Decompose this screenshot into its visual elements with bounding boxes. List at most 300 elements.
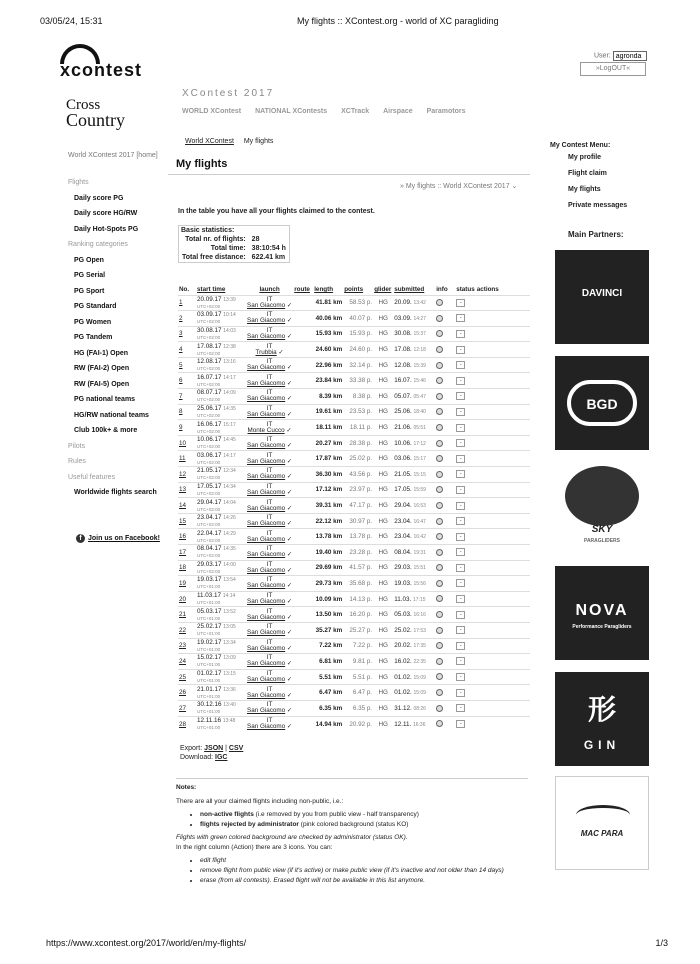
info-icon[interactable] xyxy=(436,502,443,509)
launch-site-link[interactable]: San Giacomo xyxy=(247,395,286,403)
flight-utc: UTC+01:00 xyxy=(197,600,221,606)
flight-number[interactable]: 13 xyxy=(179,486,187,494)
flight-number[interactable]: 9 xyxy=(179,424,183,432)
flight-utc: UTC+01:00 xyxy=(197,646,221,652)
table-row xyxy=(178,482,530,498)
route-cell xyxy=(293,389,313,405)
macpara-wing-shape xyxy=(576,805,630,825)
flight-time: 13:16 xyxy=(223,359,236,366)
flight-utc: UTC+02:00 xyxy=(197,381,221,387)
status-icon: - xyxy=(456,595,465,603)
nav-item[interactable]: Rules xyxy=(68,458,86,465)
col-route[interactable]: route xyxy=(294,286,310,294)
menu-flight-claim[interactable]: Flight claim xyxy=(568,170,607,177)
flight-length: 13.50 km xyxy=(315,611,343,619)
flight-time: 14:17 xyxy=(223,374,236,381)
gin-symbol: 形 xyxy=(587,694,616,725)
flight-points: 16.20 p. xyxy=(349,611,373,619)
route-cell xyxy=(293,342,313,358)
nav-item[interactable]: PG Sport xyxy=(74,287,105,295)
submitted-time: 05:47 xyxy=(413,393,426,400)
launch-site-link[interactable]: Trubbia xyxy=(255,348,277,356)
info-icon[interactable] xyxy=(436,362,443,369)
nav-item[interactable]: PG Open xyxy=(74,256,104,264)
nav-item[interactable]: Daily Hot-Spots PG xyxy=(74,225,139,233)
submitted-time: 15:37 xyxy=(413,331,426,338)
check-icon: ✓ xyxy=(286,301,293,309)
notes-list-item: • erase (from all contests). Erased flight will not be available in this list anymore. xyxy=(200,876,528,886)
flag-it: IT xyxy=(266,436,273,444)
flight-number[interactable]: 25 xyxy=(179,673,187,681)
xcontest-logo[interactable] xyxy=(56,44,166,82)
info-icon[interactable] xyxy=(436,424,443,431)
route-cell xyxy=(293,716,313,732)
flight-date: 21.01.17 xyxy=(197,685,222,693)
col-length[interactable]: length xyxy=(314,286,334,294)
flight-points: 6.35 p. xyxy=(352,704,373,712)
flight-utc: UTC+02:00 xyxy=(197,490,221,496)
topnav-airspace[interactable]: Airspace xyxy=(383,108,413,115)
flag-it: IT xyxy=(266,420,273,428)
launch-site-link[interactable]: San Giacomo xyxy=(247,660,286,668)
topnav-xctrack[interactable]: XCTrack xyxy=(341,108,370,115)
submitted-time: 08:26 xyxy=(413,705,426,712)
info-icon[interactable] xyxy=(436,377,443,384)
check-icon: ✓ xyxy=(286,473,293,481)
col-start-time[interactable]: start time xyxy=(197,286,226,294)
partner-gin[interactable] xyxy=(555,672,649,766)
route-cell xyxy=(293,404,313,420)
flight-date: 03.06.17 xyxy=(197,451,222,459)
table-row xyxy=(178,545,530,561)
flight-date: 08.04.17 xyxy=(197,545,222,553)
route-cell xyxy=(293,498,313,514)
flight-length: 15.93 km xyxy=(315,330,343,338)
info-icon[interactable] xyxy=(436,720,443,727)
launch-site-link[interactable]: San Giacomo xyxy=(247,520,286,528)
flag-it: IT xyxy=(266,607,273,615)
flight-utc: UTC+02:00 xyxy=(197,568,221,574)
flight-points: 23.97 p. xyxy=(349,486,373,494)
flight-number[interactable]: 6 xyxy=(179,377,183,385)
actions-cell xyxy=(476,357,530,373)
flight-utc: UTC+01:00 xyxy=(197,584,221,590)
partner-sky[interactable] xyxy=(555,462,649,556)
launch-site-link[interactable]: San Giacomo xyxy=(247,364,286,372)
flag-it: IT xyxy=(266,717,273,725)
table-row xyxy=(178,716,530,732)
glider-class: HG xyxy=(378,346,388,354)
menu-my-flights[interactable]: My flights xyxy=(568,186,601,193)
launch-site-link[interactable]: San Giacomo xyxy=(247,442,286,450)
launch-site-link[interactable]: San Giacomo xyxy=(247,629,286,637)
info-icon[interactable] xyxy=(436,455,443,462)
info-icon[interactable] xyxy=(436,518,443,525)
cross-country-logo[interactable] xyxy=(66,98,156,128)
submitted-date: 20.09. xyxy=(394,299,412,307)
breadcrumb-world[interactable]: World XContest xyxy=(185,138,234,145)
launch-site-link[interactable]: San Giacomo xyxy=(247,691,286,699)
flight-number[interactable]: 24 xyxy=(179,657,187,665)
nav-item[interactable]: PG Standard xyxy=(74,303,117,310)
actions-cell xyxy=(476,373,530,389)
submitted-time: 15:59 xyxy=(413,487,426,494)
menu-my-profile[interactable]: My profile xyxy=(568,154,602,161)
sky-logo-shape xyxy=(565,466,639,526)
launch-site-link[interactable]: San Giacomo xyxy=(247,613,286,621)
xcontest-logo-text: xcontest xyxy=(60,60,143,80)
col-glider[interactable]: glider xyxy=(374,286,392,294)
launch-site-link[interactable]: San Giacomo xyxy=(247,598,286,606)
check-icon: ✓ xyxy=(278,348,284,356)
check-icon: ✓ xyxy=(286,551,293,559)
download-label: Download: xyxy=(180,754,214,761)
flight-points: 6.47 p. xyxy=(352,689,373,697)
submitted-date: 30.08. xyxy=(394,330,412,338)
nav-flights[interactable]: Flights xyxy=(68,179,89,186)
flight-time: 13:09 xyxy=(223,655,236,662)
flag-it: IT xyxy=(266,295,273,303)
launch-site-link[interactable]: San Giacomo xyxy=(247,332,286,340)
notes-heading: Notes: xyxy=(176,784,197,791)
stats-value: 38:10:54 h xyxy=(251,245,286,252)
flight-date: 17.05.17 xyxy=(197,482,222,490)
route-cell xyxy=(293,591,313,607)
chevron-down-icon: ⌄ xyxy=(511,183,518,190)
flight-length: 10.09 km xyxy=(315,595,343,603)
partner-davinci[interactable] xyxy=(555,250,649,344)
launch-site-link[interactable]: San Giacomo xyxy=(247,582,286,590)
route-cell xyxy=(293,295,313,311)
print-header xyxy=(0,0,700,34)
launch-site-link[interactable]: San Giacomo xyxy=(247,410,286,418)
actions-cell xyxy=(476,622,530,638)
status-icon: - xyxy=(456,611,465,619)
flag-it: IT xyxy=(266,545,273,553)
flight-number[interactable]: 3 xyxy=(179,330,183,338)
glider-class: HG xyxy=(378,642,388,650)
flight-number[interactable]: 28 xyxy=(179,720,187,728)
status-icon: - xyxy=(456,657,465,665)
my-contest-menu-heading: My Contest Menu: xyxy=(550,142,611,149)
info-icon[interactable] xyxy=(436,580,443,587)
flight-number[interactable]: 14 xyxy=(179,502,187,510)
table-row xyxy=(178,435,530,451)
flight-points: 9.81 p. xyxy=(352,657,373,665)
glider-class: HG xyxy=(378,439,388,447)
table-row xyxy=(178,311,530,327)
launch-site-link[interactable]: San Giacomo xyxy=(247,551,286,559)
flight-time: 14:29 xyxy=(223,530,236,537)
launch-site-link[interactable]: San Giacomo xyxy=(247,566,286,574)
submitted-date: 21.06. xyxy=(394,424,412,432)
flight-time: 14:09 xyxy=(223,390,236,397)
flight-utc: UTC+02:00 xyxy=(197,506,221,512)
launch-site-link[interactable]: San Giacomo xyxy=(247,535,286,543)
table-row xyxy=(178,451,530,467)
flight-number[interactable]: 1 xyxy=(179,299,183,307)
submitted-time: 16:36 xyxy=(412,721,426,728)
flight-date: 08.07.17 xyxy=(197,389,222,397)
season-select[interactable] xyxy=(400,182,517,190)
nav-item[interactable]: PG Serial xyxy=(74,272,106,279)
launch-site-link[interactable]: San Giacomo xyxy=(247,707,286,715)
status-icon: - xyxy=(456,346,465,354)
topnav-paramotors[interactable]: Paramotors xyxy=(426,108,466,115)
glider-class: HG xyxy=(378,408,388,416)
actions-cell xyxy=(476,685,530,701)
actions-cell xyxy=(476,295,530,311)
info-icon[interactable] xyxy=(436,627,443,634)
notes-list-item: • remove flight from public view (if it's active) or make public view (if it's inactive and not older than 14 days) xyxy=(200,866,528,876)
nav-item[interactable]: Daily score HG/RW xyxy=(74,210,138,217)
flight-number[interactable]: 12 xyxy=(179,470,187,478)
check-icon: ✓ xyxy=(286,644,293,652)
submitted-date: 31.12. xyxy=(394,704,412,712)
flight-length: 14.94 km xyxy=(315,720,343,728)
launch-site-link[interactable]: San Giacomo xyxy=(247,301,286,309)
nav-item[interactable]: Useful features xyxy=(68,473,116,481)
flight-number[interactable]: 21 xyxy=(179,611,187,619)
flight-date: 30.12.16 xyxy=(197,701,222,709)
flight-length: 7.22 km xyxy=(319,642,343,650)
nav-item[interactable]: HG (FAI-1) Open xyxy=(74,349,129,357)
stats-value: 28 xyxy=(251,236,260,243)
flight-date: 12.11.16 xyxy=(197,717,222,725)
launch-site-link[interactable]: San Giacomo xyxy=(247,504,286,512)
nav-item[interactable]: Pilots xyxy=(68,442,86,450)
flight-points: 23.53 p. xyxy=(349,408,373,416)
status-icon: - xyxy=(456,424,465,432)
topnav-national[interactable]: NATIONAL XContests xyxy=(255,108,328,115)
flight-time: 15:17 xyxy=(223,421,236,428)
info-icon[interactable] xyxy=(436,393,443,400)
flight-time: 14:04 xyxy=(223,499,236,506)
info-icon[interactable] xyxy=(436,705,443,712)
table-row xyxy=(178,654,530,670)
flight-date: 01.02.17 xyxy=(197,670,222,678)
flight-number[interactable]: 27 xyxy=(179,704,187,712)
route-cell xyxy=(293,669,313,685)
nav-item[interactable]: Ranking categories xyxy=(68,241,128,248)
site-title: XContest 2017 xyxy=(182,88,275,99)
actions-cell xyxy=(476,513,530,529)
table-row xyxy=(178,638,530,654)
flight-length: 39.31 km xyxy=(315,502,343,510)
partner-bgd[interactable] xyxy=(555,356,649,450)
flight-length: 13.78 km xyxy=(315,533,343,541)
table-row xyxy=(178,607,530,623)
flight-points: 33.38 p. xyxy=(349,377,373,385)
info-icon[interactable] xyxy=(436,299,443,306)
flight-points: 30.97 p. xyxy=(349,517,373,525)
partner-sky-label: SKY xyxy=(591,524,613,535)
flight-number[interactable]: 19 xyxy=(179,579,187,587)
info-icon[interactable] xyxy=(436,346,443,353)
flight-date: 19.02.17 xyxy=(197,638,222,646)
launch-site-link[interactable]: San Giacomo xyxy=(247,379,286,387)
launch-site-link[interactable]: San Giacomo xyxy=(247,488,286,496)
launch-site-link[interactable]: San Giacomo xyxy=(247,644,286,652)
info-icon[interactable] xyxy=(436,315,443,322)
flight-number[interactable]: 26 xyxy=(179,689,187,697)
flight-points: 43.56 p. xyxy=(349,470,373,478)
info-icon[interactable] xyxy=(436,595,443,602)
breadcrumb-current: My flights xyxy=(243,138,274,145)
check-icon: ✓ xyxy=(286,707,293,715)
flight-points: 8.38 p. xyxy=(352,392,373,400)
launch-site-link[interactable]: San Giacomo xyxy=(247,723,286,731)
submitted-date: 03.06. xyxy=(394,455,412,463)
flag-it: IT xyxy=(266,514,273,522)
check-icon: ✓ xyxy=(286,598,293,606)
nav-item[interactable]: Daily score PG xyxy=(74,194,124,202)
info-icon[interactable] xyxy=(436,564,443,571)
submitted-time: 16:47 xyxy=(413,518,426,525)
info-icon[interactable] xyxy=(436,611,443,618)
actions-cell xyxy=(476,576,530,592)
launch-site-link[interactable]: San Giacomo xyxy=(247,473,286,481)
info-icon[interactable] xyxy=(436,440,443,447)
flag-it: IT xyxy=(266,701,273,709)
logout-button[interactable]: »LogOUT« xyxy=(580,62,646,76)
submitted-date: 19.03. xyxy=(394,579,412,587)
flight-number[interactable]: 8 xyxy=(179,408,183,416)
flight-utc: UTC+02:00 xyxy=(197,303,221,309)
info-icon[interactable] xyxy=(436,330,443,337)
flight-points: 41.57 p. xyxy=(349,564,373,572)
facebook-link[interactable] xyxy=(76,534,160,543)
flight-length: 41.81 km xyxy=(315,299,343,307)
launch-site-link[interactable]: San Giacomo xyxy=(247,676,286,684)
nav-item[interactable]: PG national teams xyxy=(74,396,136,403)
flight-utc: UTC+01:00 xyxy=(197,678,221,684)
partners-heading: Main Partners: xyxy=(568,230,624,239)
menu-private-messages[interactable]: Private messages xyxy=(568,202,628,209)
flight-number[interactable]: 4 xyxy=(179,346,183,354)
flight-points: 25.02 p. xyxy=(349,455,373,463)
submitted-time: 15:39 xyxy=(413,362,426,369)
export-json-link[interactable]: JSON xyxy=(204,745,224,752)
glider-class: HG xyxy=(378,470,388,478)
col-points[interactable]: points xyxy=(344,286,364,294)
col-submitted[interactable]: submitted xyxy=(394,286,425,294)
check-icon: ✓ xyxy=(286,488,293,496)
info-icon[interactable] xyxy=(436,642,443,649)
route-cell xyxy=(293,435,313,451)
flight-number[interactable]: 5 xyxy=(179,361,183,369)
nav-item[interactable]: RW (FAI-5) Open xyxy=(74,380,130,388)
notes-list-item: • edit flight xyxy=(200,856,528,866)
glider-class: HG xyxy=(378,299,388,307)
nav-item[interactable]: Club 100k+ & more xyxy=(74,427,138,434)
table-row xyxy=(178,389,530,405)
check-icon: ✓ xyxy=(286,676,293,684)
route-cell xyxy=(293,357,313,373)
info-icon[interactable] xyxy=(436,549,443,556)
submitted-date: 16.07. xyxy=(394,377,412,385)
flight-utc: UTC+02:00 xyxy=(197,366,221,372)
export-csv-link[interactable]: CSV xyxy=(228,745,244,752)
flight-number[interactable]: 15 xyxy=(179,517,187,525)
actions-cell xyxy=(476,404,530,420)
flight-points: 5.51 p. xyxy=(352,673,373,681)
launch-site-link[interactable]: San Giacomo xyxy=(247,457,286,465)
flight-length: 17.87 km xyxy=(315,455,343,463)
flight-number[interactable]: 11 xyxy=(179,455,186,463)
flight-number[interactable]: 2 xyxy=(179,314,183,322)
topnav-world[interactable]: WORLD XContest xyxy=(182,108,242,115)
info-icon[interactable] xyxy=(436,689,443,696)
flight-number[interactable]: 7 xyxy=(179,392,183,400)
flight-number[interactable]: 18 xyxy=(179,564,187,572)
flight-number[interactable]: 17 xyxy=(179,548,187,556)
info-icon[interactable] xyxy=(436,471,443,478)
actions-cell xyxy=(476,607,530,623)
glider-class: HG xyxy=(378,486,388,494)
flight-time: 13:52 xyxy=(223,608,236,615)
flight-length: 36.30 km xyxy=(315,470,343,478)
flight-number[interactable]: 10 xyxy=(179,439,187,447)
nav-item[interactable]: RW (FAI-2) Open xyxy=(74,365,130,372)
download-igc-link[interactable]: IGC xyxy=(215,754,228,761)
partner-nova[interactable] xyxy=(555,566,649,660)
flight-date: 12.08.17 xyxy=(197,358,222,366)
route-cell xyxy=(293,576,313,592)
route-cell xyxy=(293,654,313,670)
flight-number[interactable]: 22 xyxy=(179,626,187,634)
table-row xyxy=(178,373,530,389)
flag-it: IT xyxy=(266,654,273,662)
table-row xyxy=(178,295,530,311)
flight-utc: UTC+02:00 xyxy=(197,334,221,340)
launch-site-link[interactable]: Monte Cucco xyxy=(247,426,285,434)
flight-date: 17.08.17 xyxy=(197,342,222,350)
submitted-time: 22:35 xyxy=(413,658,426,665)
nav-item[interactable]: HG/RW national teams xyxy=(74,411,149,419)
partner-macpara[interactable] xyxy=(555,776,649,870)
flight-utc: UTC+01:00 xyxy=(197,709,221,715)
submitted-time: 15:09 xyxy=(413,690,426,697)
nav-item[interactable]: PG Tandem xyxy=(74,334,113,341)
status-icon: - xyxy=(456,517,465,525)
info-icon[interactable] xyxy=(436,408,443,415)
flight-number[interactable]: 16 xyxy=(179,533,187,541)
info-icon[interactable] xyxy=(436,533,443,540)
flight-number[interactable]: 23 xyxy=(179,642,187,650)
submitted-time: 17:15 xyxy=(412,596,426,603)
info-icon[interactable] xyxy=(436,673,443,680)
status-icon: - xyxy=(456,626,465,634)
col-info: info xyxy=(436,286,448,294)
basic-statistics xyxy=(178,225,290,263)
nav-item[interactable]: Worldwide flights search xyxy=(74,489,157,496)
nav-home[interactable]: World XContest 2017 [home] xyxy=(68,152,158,159)
flight-utc: UTC+02:00 xyxy=(197,444,221,450)
username-field[interactable] xyxy=(613,51,647,61)
nav-item[interactable]: PG Women xyxy=(74,318,112,326)
glider-class: HG xyxy=(378,704,388,712)
info-icon[interactable] xyxy=(436,658,443,665)
submitted-time: 15:51 xyxy=(413,565,426,572)
flag-it: IT xyxy=(266,389,273,397)
flight-number[interactable]: 20 xyxy=(179,595,187,603)
flight-date: 23.04.17 xyxy=(197,514,222,522)
col-launch[interactable]: launch xyxy=(259,286,280,294)
info-icon[interactable] xyxy=(436,486,443,493)
launch-site-link[interactable]: San Giacomo xyxy=(247,317,286,325)
status-icon: - xyxy=(456,392,465,400)
